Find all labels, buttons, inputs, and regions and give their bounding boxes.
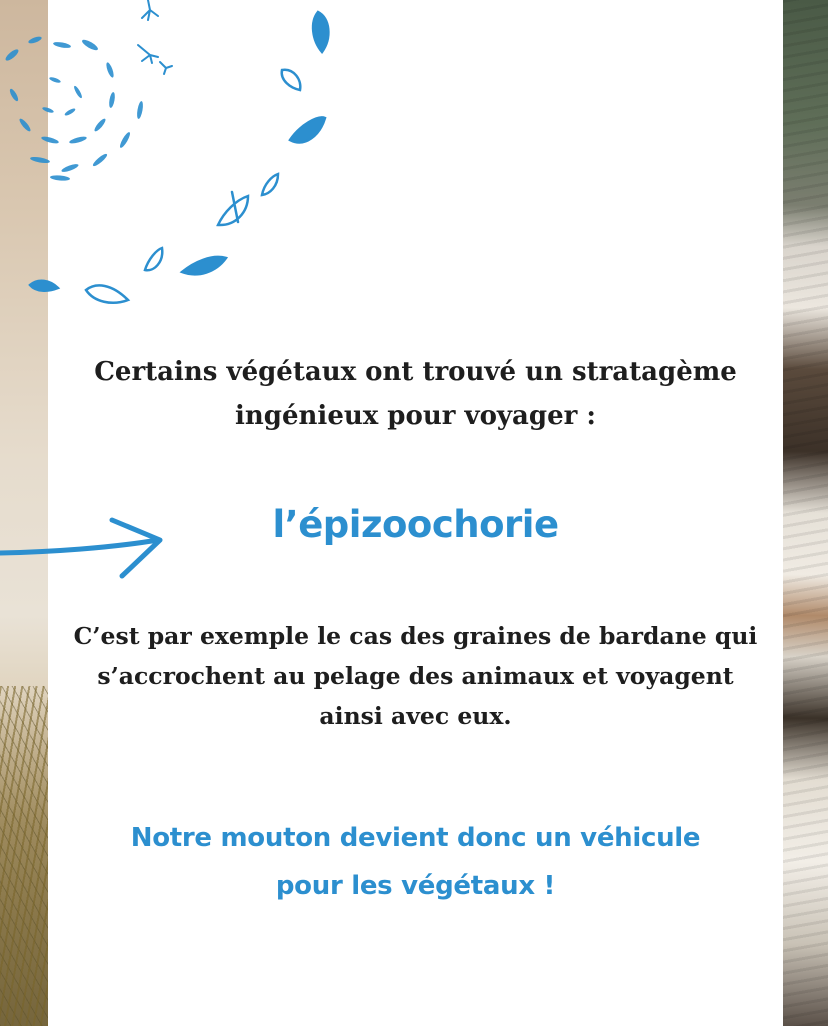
conclusion-paragraph bbox=[48, 814, 783, 910]
example-line-2: s’accrochent au pelage des animaux et voyagent bbox=[97, 662, 734, 690]
conclusion-line-1: Notre mouton devient donc un véhicule bbox=[130, 823, 701, 853]
conclusion-line-2: pour les végétaux ! bbox=[275, 871, 556, 901]
example-line-1: C’est par exemple le cas des graines de bardane qui bbox=[73, 622, 758, 650]
intro-line-2: ingénieux pour voyager : bbox=[235, 401, 596, 431]
intro-paragraph bbox=[48, 350, 783, 438]
seed-spiral-icon bbox=[4, 35, 144, 181]
dandelion-seed-icon bbox=[138, 0, 172, 74]
example-line-3: ainsi avec eux. bbox=[319, 702, 512, 730]
example-paragraph bbox=[48, 616, 783, 736]
falling-seeds-icon bbox=[30, 12, 328, 303]
highlight-term: l’épizoochorie bbox=[272, 503, 559, 546]
intro-line-1: Certains végétaux ont trouvé un stratagème bbox=[94, 357, 737, 387]
